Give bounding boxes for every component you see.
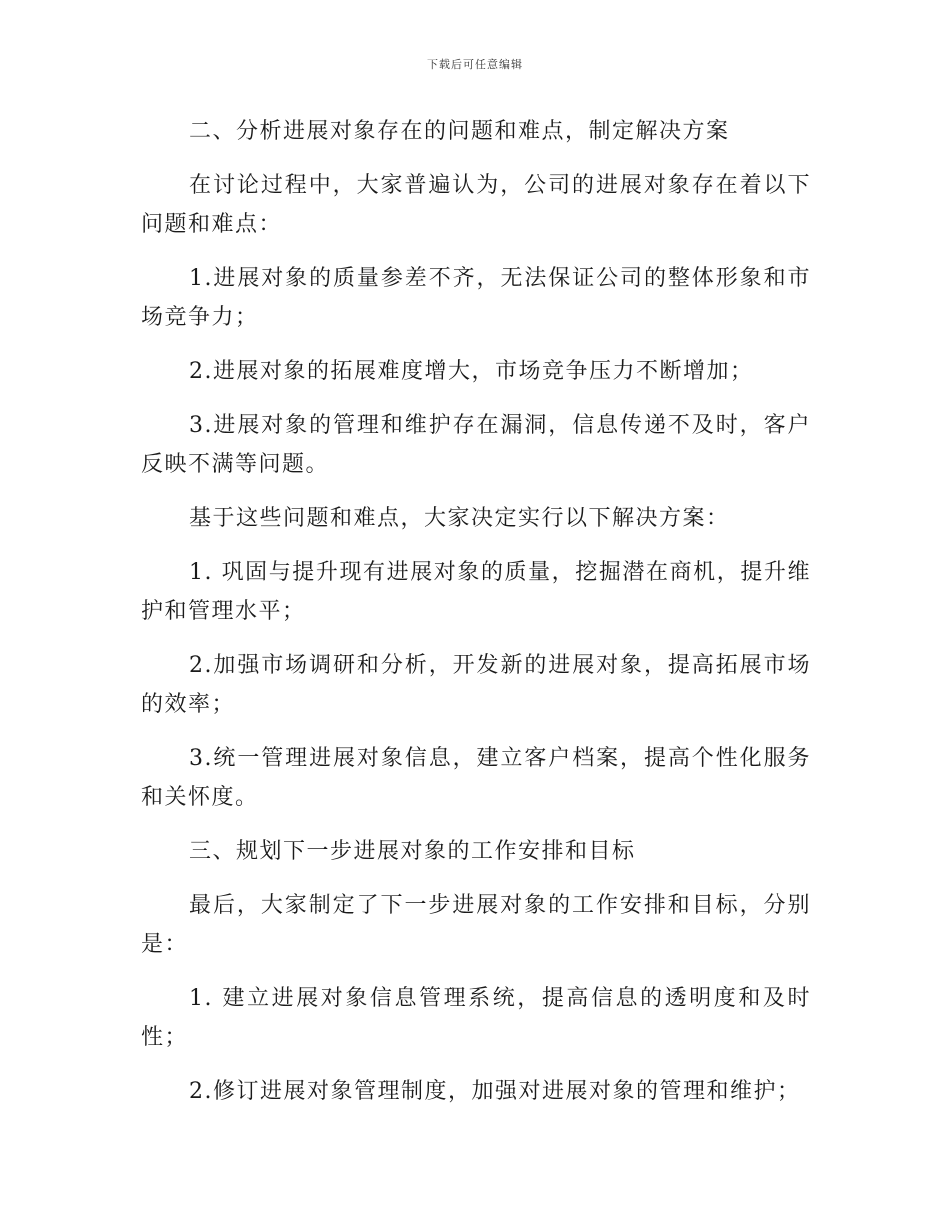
section-heading-3: 三、规划下一步进展对象的工作安排和目标: [189, 839, 636, 864]
list-item-problem-1: 1.进展对象的质量参差不齐，无法保证公司的整体形象和市场竞争力；: [141, 266, 811, 330]
paragraph-solution-intro: 基于这些问题和难点，大家决定实行以下解决方案：: [189, 506, 730, 531]
list-item-problem-3: 3.进展对象的管理和维护存在漏洞，信息传递不及时，客户反映不满等问题。: [141, 413, 811, 477]
list-item-plan-2: 2.修订进展对象管理制度，加强对进展对象的管理和维护；: [189, 1079, 801, 1104]
list-item-solution-3: 3.统一管理进展对象信息，建立客户档案，提高个性化服务和关怀度。: [141, 746, 811, 810]
page-header: 下载后可任意编辑: [427, 58, 523, 71]
section-heading-2: 二、分析进展对象存在的问题和难点，制定解决方案: [189, 119, 730, 144]
paragraph-plan-intro: 最后，大家制定了下一步进展对象的工作安排和目标，分别是：: [141, 893, 811, 957]
document-body: [141, 112, 811, 1126]
list-item-plan-1: 1. 建立进展对象信息管理系统，提高信息的透明度和及时性；: [141, 986, 811, 1050]
list-item-problem-2: 2.进展对象的拓展难度增大，市场竞争压力不断增加；: [189, 359, 754, 384]
paragraph-intro: 在讨论过程中，大家普遍认为，公司的进展对象存在着以下问题和难点：: [141, 173, 811, 237]
list-item-solution-2: 2.加强市场调研和分析，开发新的进展对象，提高拓展市场的效率；: [141, 653, 811, 717]
list-item-solution-1: 1. 巩固与提升现有进展对象的质量，挖掘潜在商机，提升维护和管理水平；: [141, 560, 811, 624]
